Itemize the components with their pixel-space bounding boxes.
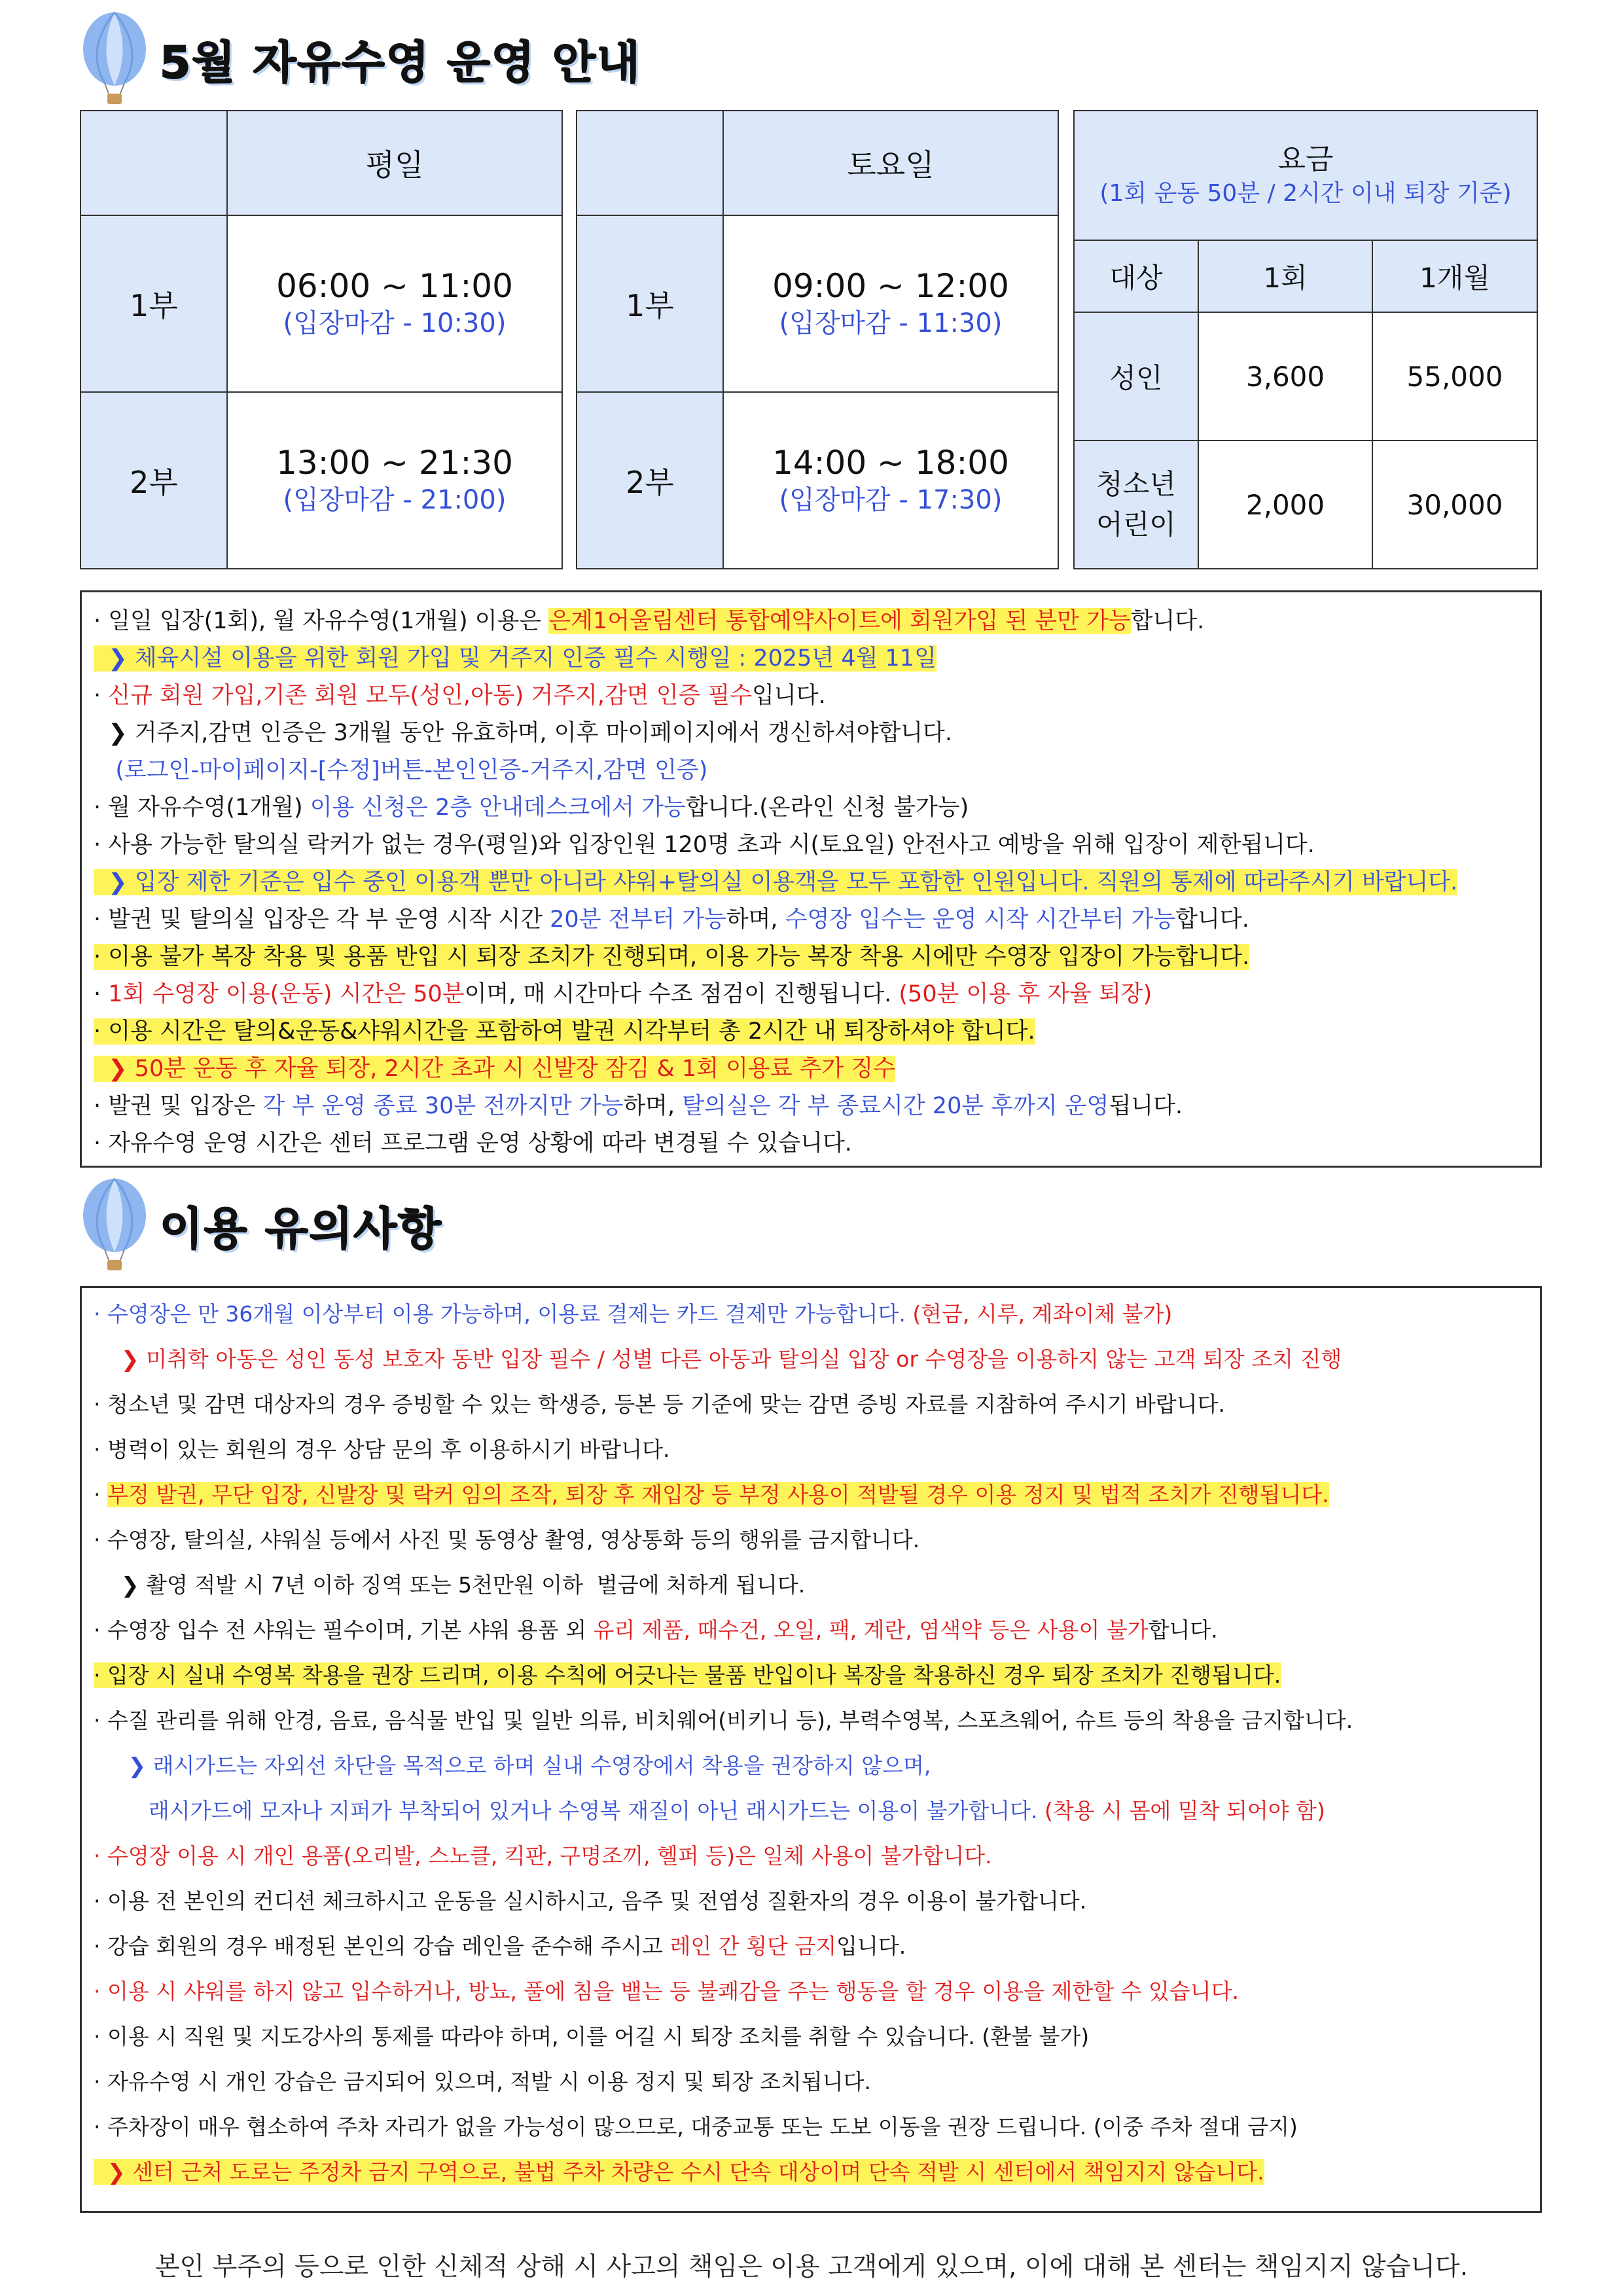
part-label: 2부 [577,392,723,569]
part-label: 1부 [80,215,227,392]
time-range: 14:00 ~ 18:00 [772,444,1009,482]
notice-line [94,752,707,785]
notice-segment: · 이용 시 샤워를 하지 않고 입수하거나, 방뇨, 풀에 침을 뱉는 등 불쾌감을 주는 행동을 할 경우 이용을 제한할 수 있습니다. [94,1979,1240,2004]
notice-segment: · 이용 불가 복장 착용 및 용품 반입 시 퇴장 조치가 진행되며, 이용 가능 복장 착용 시에만 수영장 입장이 가능합니다. [94,944,1250,970]
notice-line [94,603,1204,636]
entry-deadline: (입장마감 - 17:30) [779,485,1003,515]
entry-deadline: (입장마감 - 21:00) [283,485,507,515]
notice-line [94,677,826,710]
notice-segment: · 수영장 입수 전 샤워는 필수이며, 기본 샤워 용품 외 [94,1617,594,1643]
cautions-heading [79,1176,442,1274]
notice-line [94,1433,669,1463]
time-range: 09:00 ~ 12:00 [772,267,1009,305]
fee-subtitle: (1회 운동 50분 / 2시간 이내 퇴장 기준) [1099,180,1512,207]
notice-line [94,1704,1353,1734]
notice-segment: 레인 간 횡단 금지 [669,1933,837,1959]
notice-segment: · 청소년 및 감면 대상자의 경우 증빙할 수 있는 학생증, 등본 등 기준에 맞는 감면 증빙 자료를 지참하여 주시기 바랍니다. [94,1391,1226,1417]
notice-line [94,864,1457,897]
notice-line [94,1125,852,1158]
notice-segment: 부정 발권, 무단 입장, 신발장 및 락커 임의 조작, 퇴장 후 재입장 등 부정 사용이 적발될 경우 이용 정지 및 법적 조치가 진행됩니다. [107,1482,1329,1507]
notice-line [94,1613,1218,1644]
hot-air-balloon-icon [79,1176,151,1274]
hot-air-balloon-icon [79,10,151,108]
operation-notice-box [80,590,1542,1168]
notice-segment: · 월 자유수영(1개월) [94,795,310,821]
weekday-table [80,110,563,569]
notice-segment: · 자유수영 시 개인 강습은 금지되어 있으며, 적발 시 이용 정지 및 퇴장 조치됩니다. [94,2069,871,2094]
notice-segment: ❯ 래시가드는 자외선 차단을 목적으로 하며 실내 수영장에서 착용을 권장하지 않으며, [94,1753,931,1778]
notice-segment: ❯ 50분 운동 후 자율 퇴장, 2시간 초과 시 신발장 잠김 & 1회 이용료 추가 징수 [94,1056,896,1082]
time-range: 06:00 ~ 11:00 [276,267,513,305]
notice-segment: · 입장 시 실내 수영복 착용을 권장 드리며, 이용 수칙에 어긋나는 물품 반입이나 복장을 착용하신 경우 퇴장 조치가 진행됩니다. [94,1662,1281,1688]
notice-segment: 입니다. [752,683,826,709]
notice-segment: 래시가드에 모자나 지퍼가 부착되어 있거나 수영복 재질이 아닌 래시가드는 이용이 불가합니다. [94,1798,1045,1823]
notice-segment: ❯ 미취학 아동은 성인 동성 보호자 동반 입장 필수 / 성별 다른 아동과 탈의실 입장 or 수영장을 이용하지 않는 고객 퇴장 조치 진행 [94,1346,1342,1372]
part-label: 2부 [80,392,227,569]
notice-segment: 1회 수영장 이용(운동) 시간은 50분 [108,981,465,1007]
notice-line [94,1659,1281,1689]
corner-cell [80,111,227,215]
notice-line [94,1749,931,1780]
notice-segment: · 이용 시간은 탈의&운동&샤워시간을 포함하여 발권 시각부터 총 2시간 내 퇴장하셔야 합니다. [94,1018,1035,1045]
notice-segment: 합니다. [1175,906,1249,933]
notice-segment: (로그인-마이페이지-[수정]버튼-본인인증-거주지,감면 인증) [94,757,708,783]
notice-segment: 입니다. [836,1933,906,1959]
notice-line [94,1884,1086,1915]
entry-deadline: (입장마감 - 10:30) [283,308,507,338]
notice-line [94,2155,1264,2186]
notice-segment: · 수영장, 탈의실, 샤워실 등에서 사진 및 동영상 촬영, 영상통화 등의 행위를 금지합니다. [94,1527,920,1552]
schedule-cell [227,392,562,569]
notice-segment: · 주차장이 매우 협소하여 주차 자리가 없을 가능성이 많으므로, 대중교통 또는 도보 이동을 권장 드립니다. (이중 주차 절대 금지) [94,2114,1298,2140]
saturday-header: 토요일 [723,111,1058,215]
notice-segment: (현금, 시루, 계좌이체 불가) [912,1301,1173,1327]
notice-line [94,1523,919,1554]
time-range: 13:00 ~ 21:30 [276,444,513,482]
target-label: 청소년 어린이 [1074,440,1198,569]
fee-table [1073,110,1538,569]
notice-segment: 합니다.(온라인 신청 불가능) [685,795,969,821]
fee-title: 요금 [1277,143,1334,176]
price-month: 30,000 [1372,440,1537,569]
notice-segment: 이며, 매 시간마다 수조 점검이 진행됩니다. [464,981,899,1007]
notice-segment: · 이용 시 직원 및 지도강사의 통제를 따라야 하며, 이를 어길 시 퇴장 조치를 취할 수 있습니다. (환불 불가) [94,2024,1090,2049]
schedule-cell [227,215,562,392]
notice-line [94,2065,871,2096]
notice-segment: ❯ 체육시설 이용을 위한 회원 가입 및 거주지 인증 필수 시행일 : 2025년 4월 11일 [94,645,936,672]
column-header: 1개월 [1372,240,1537,312]
notice-line [94,1975,1239,2005]
notice-line [94,2020,1089,2051]
notice-segment: 하며, [726,906,785,933]
notice-segment: · 일일 입장(1회), 월 자유수영(1개월) 이용은 [94,608,549,634]
notice-segment: · 병력이 있는 회원의 경우 상담 문의 후 이용하시기 바랍니다. [94,1437,670,1462]
notice-line [94,640,936,673]
price-month: 55,000 [1372,312,1537,440]
notice-line [94,1388,1225,1418]
notice-line [94,901,1249,934]
notice-segment: 20분 전부터 가능 [550,906,726,933]
cautions-notice-box [80,1286,1542,2213]
notice-line [94,1050,895,1083]
notice-segment: · [94,981,109,1007]
notice-line [94,976,1152,1009]
notice-segment: 합니다. [1130,608,1205,634]
price-once: 3,600 [1198,312,1372,440]
notice-segment: ❯ 촬영 적발 시 7년 이하 징역 또는 5천만원 이하 벌금에 처하게 됩니다. [94,1572,806,1598]
fee-header [1074,111,1537,240]
notice-segment: · 발권 및 탈의실 입장은 각 부 운영 시작 시간 [94,906,550,933]
notice-segment: · 사용 가능한 탈의실 락커가 없는 경우(평일)와 입장인원 120명 초과 시(토요일) 안전사고 예방을 위해 입장이 제한됩니다. [94,832,1315,858]
notice-segment: · 수질 관리를 위해 안경, 음료, 음식물 반입 및 일반 의류, 비치웨어(비키니 등), 부력수영복, 스포츠웨어, 슈트 등의 착용을 금지합니다. [94,1708,1353,1733]
column-header: 대상 [1074,240,1198,312]
notice-segment: · 강습 회원의 경우 배정된 본인의 강습 레인을 준수해 주시고 [94,1933,670,1959]
notice-segment: 유리 제품, 때수건, 오일, 팩, 계란, 염색약 등은 사용이 불가 [593,1617,1149,1643]
notice-segment: · 수영장 이용 시 개인 용품(오리발, 스노클, 킥판, 구명조끼, 헬퍼 등)은 일체 사용이 불가합니다. [94,1843,992,1869]
notice-segment: 합니다. [1148,1617,1218,1643]
notice-segment: 이용 신청은 2층 안내데스크에서 가능 [310,795,686,821]
notice-segment: 수영장 입수는 운영 시작 시간부터 가능 [785,906,1176,933]
notice-line [94,1478,1329,1509]
notice-segment: 됩니다. [1109,1093,1183,1119]
notice-line [94,827,1315,859]
price-once: 2,000 [1198,440,1372,569]
notice-line [94,1297,1172,1328]
column-header: 1회 [1198,240,1372,312]
notice-segment: ❯ 거주지,감면 인증은 3개월 동안 유효하며, 이후 마이페이지에서 갱신하셔야합니다. [94,720,952,746]
notice-segment: (착용 시 몸에 밀착 되어야 함) [1044,1798,1325,1823]
notice-line [94,715,952,747]
notice-segment: ❯ 입장 제한 기준은 입수 중인 이용객 뿐만 아니라 샤워+탈의실 이용객을 모두 포함한 인원입니다. 직원의 통제에 따라주시기 바랍니다. [94,869,1458,895]
notice-line [94,1929,906,1960]
notice-segment: 신규 회원 가입,기존 회원 모두(성인,아동) 거주지,감면 인증 필수 [108,683,753,709]
corner-cell [577,111,723,215]
part-label: 1부 [577,215,723,392]
notice-segment: · 수영장은 만 36개월 이상부터 이용 가능하며, 이용료 결제는 카드 결제만 가능합니다. [94,1301,913,1327]
notice-segment: · 이용 전 본인의 컨디션 체크하시고 운동을 실시하시고, 음주 및 전염성 질환자의 경우 이용이 불가합니다. [94,1888,1087,1914]
notice-segment: 하며, [623,1093,683,1119]
notice-line [94,1088,1183,1121]
notice-segment: ❯ 센터 근처 도로는 주정차 금지 구역으로, 불법 주차 차량은 수시 단속 대상이며 단속 적발 시 센터에서 책임지지 않습니다. [94,2159,1264,2185]
schedule-cell [723,215,1058,392]
notice-line [94,1794,1325,1825]
notice-line [94,1839,992,1870]
notice-line [94,1568,805,1599]
notice-line [94,1013,1035,1046]
target-label: 성인 [1074,312,1198,440]
notice-segment: 탈의실은 각 부 종료시간 20분 후까지 운영 [682,1093,1109,1119]
saturday-table [576,110,1059,569]
notice-line [94,2110,1298,2141]
section-title: 이용 유의사항 [160,1203,442,1255]
notice-segment: (50분 이용 후 자율 퇴장) [899,981,1152,1007]
notice-segment: · 발권 및 입장은 [94,1093,263,1119]
entry-deadline: (입장마감 - 11:30) [779,308,1003,338]
notice-segment: 은계1어울림센터 통합예약사이트에 회원가입 된 분만 가능 [548,608,1131,634]
notice-segment: · [94,683,109,709]
schedule-cell [723,392,1058,569]
disclaimer-footer: 본인 부주의 등으로 인한 신체적 상해 시 사고의 책임은 이용 고객에게 있으며, 이에 대해 본 센터는 책임지지 않습니다. [154,2252,1469,2282]
notice-line [94,939,1249,971]
notice-line [94,789,969,822]
operation-heading [79,10,641,108]
notice-segment: 각 부 운영 종료 30분 전까지만 가능 [262,1093,624,1119]
notice-line [94,1342,1342,1373]
notice-segment: · [94,1482,107,1507]
notice-segment: · 자유수영 운영 시간은 센터 프로그램 운영 상황에 따라 변경될 수 있습니다. [94,1130,852,1157]
weekday-header: 평일 [227,111,562,215]
page-title: 5월 자유수영 운영 안내 [160,37,641,89]
